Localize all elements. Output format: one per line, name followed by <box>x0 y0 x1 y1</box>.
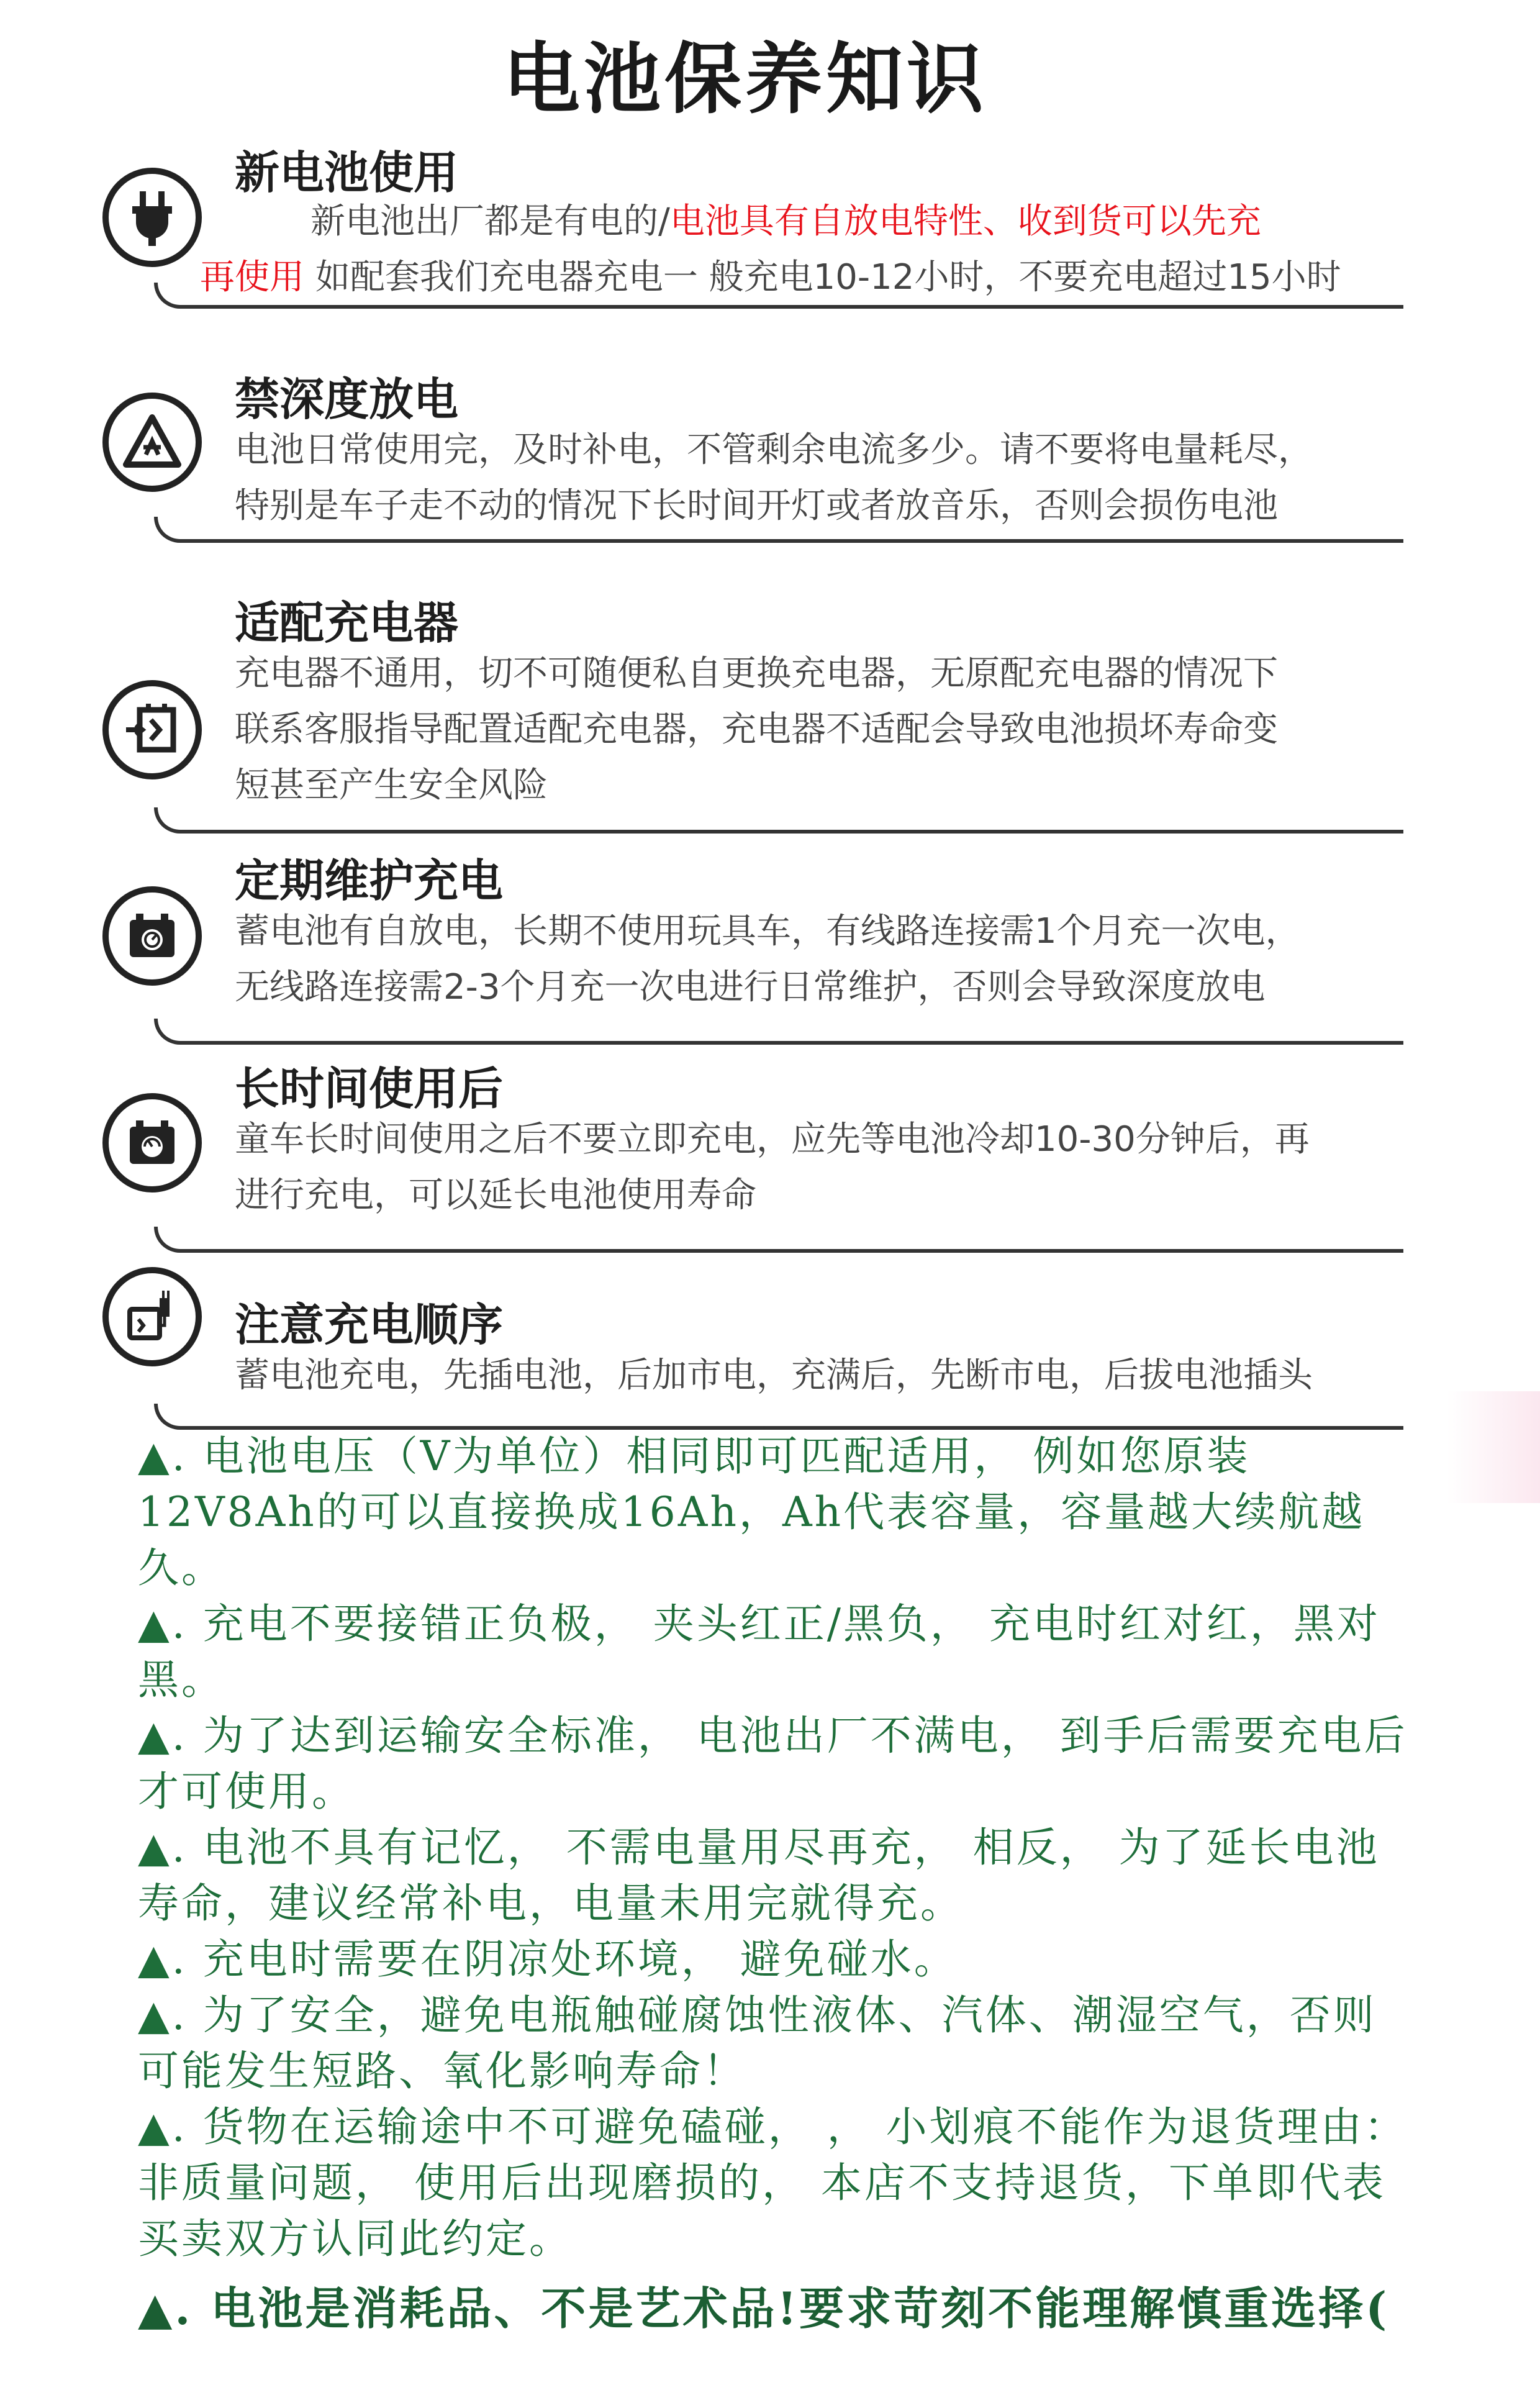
section-text <box>235 1348 1415 1404</box>
plug-icon <box>102 168 202 267</box>
text-line: 进行充电，可以延长电池使用寿命 <box>235 1175 756 1215</box>
text-red: 再使用 <box>200 257 304 298</box>
section-text <box>310 194 1428 250</box>
note-item: ▲. 充电不要接错正负极， 夹头红正/黑负， 充电时红对红，黑对黑。 <box>138 1600 1380 1704</box>
text-line: 特别是车子走不动的情况下长时间开灯或者放音乐，否则会损伤电池 <box>235 486 1278 526</box>
section-text <box>200 250 1442 306</box>
text-line: 童车长时间使用之后不要立即充电，应先等电池冷却10-30分钟后，再 <box>235 1119 1310 1160</box>
note-item: ▲. 为了达到运输安全标准， 电池出厂不满电， 到手后需要充电后才可使用。 <box>138 1712 1408 1815</box>
section-title: 新电池使用 <box>235 147 459 199</box>
decorative-glow <box>1447 1391 1540 1503</box>
text-plain: 新电池出厂都是有电的/ <box>310 201 670 242</box>
charging-order-icon <box>102 1267 202 1366</box>
note-item-last: ▲. 电池是消耗品、不是艺术品!要求苛刻不能理解慎重选择( <box>138 2282 1390 2335</box>
text-plain: 如配套我们充电器充电一 般充电10-12小时，不要充电超过15小时 <box>315 257 1341 298</box>
section-title: 注意充电顺序 <box>235 1299 504 1351</box>
note-item: ▲. 为了安全，避免电瓶触碰腐蚀性液体、汽体、潮湿空气，否则可能发生短路、氧化影响寿命！ <box>138 1991 1377 2095</box>
text-line: 蓄电池充电，先插电池，后加市电，充满后，先断市电，后拔电池插头 <box>235 1355 1313 1396</box>
battery-temp-icon <box>102 1093 202 1192</box>
section-divider <box>154 1019 1403 1045</box>
text-line: 联系客服指导配置适配充电器，充电器不适配会导致电池损坏寿命变 <box>235 709 1278 750</box>
text-line: 无线路连接需2-3个月充一次电进行日常维护，否则会导致深度放电 <box>235 967 1266 1007</box>
notes-list <box>138 1429 1417 2337</box>
note-item: ▲. 货物在运输途中不可避免磕碰， ， 小划痕不能作为退货理由：非质量问题， 使用后出现磨损的， 本店不支持退货，下单即代表买卖双方认同此约定。 <box>138 2103 1408 2263</box>
section-title: 定期维护充电 <box>235 855 504 907</box>
battery-gauge-icon <box>102 886 202 986</box>
note-item: ▲. 电池电压（V为单位）相同即可匹配适用， 例如您原装12V8Ah的可以直接换成16Ah，Ah代表容量，容量越大续航越久。 <box>138 1432 1366 1592</box>
section-divider <box>154 1227 1403 1253</box>
section-title: 适配充电器 <box>235 597 459 649</box>
section-text <box>235 422 1415 534</box>
charger-icon <box>102 680 202 779</box>
text-line: 电池日常使用完，及时补电，不管剩余电流多少。请不要将电量耗尽， <box>235 430 1313 470</box>
text-line: 充电器不通用，切不可随便私自更换充电器，无原配充电器的情况下 <box>235 653 1278 694</box>
note-item: ▲. 充电时需要在阴凉处环境， 避免碰水。 <box>138 1935 958 1983</box>
section-text <box>235 1112 1415 1224</box>
section-title: 长时间使用后 <box>235 1063 504 1115</box>
text-red: 电池具有自放电特性、收到货可以先充 <box>669 201 1261 242</box>
section-text <box>235 904 1415 1015</box>
text-line: 蓄电池有自放电，长期不使用玩具车，有线路连接需1个月充一次电， <box>235 911 1300 952</box>
section-title: 禁深度放电 <box>235 373 459 425</box>
text-line: 短甚至产生安全风险 <box>235 765 548 806</box>
page-title: 电池保养知识 <box>502 35 987 124</box>
section-text <box>235 646 1415 814</box>
warning-triangle-icon <box>102 393 202 492</box>
note-item: ▲. 电池不具有记忆， 不需电量用尽再充， 相反， 为了延长电池寿命，建议经常补电，电量未用完就得充。 <box>138 1824 1380 1927</box>
section-divider <box>154 1404 1403 1430</box>
